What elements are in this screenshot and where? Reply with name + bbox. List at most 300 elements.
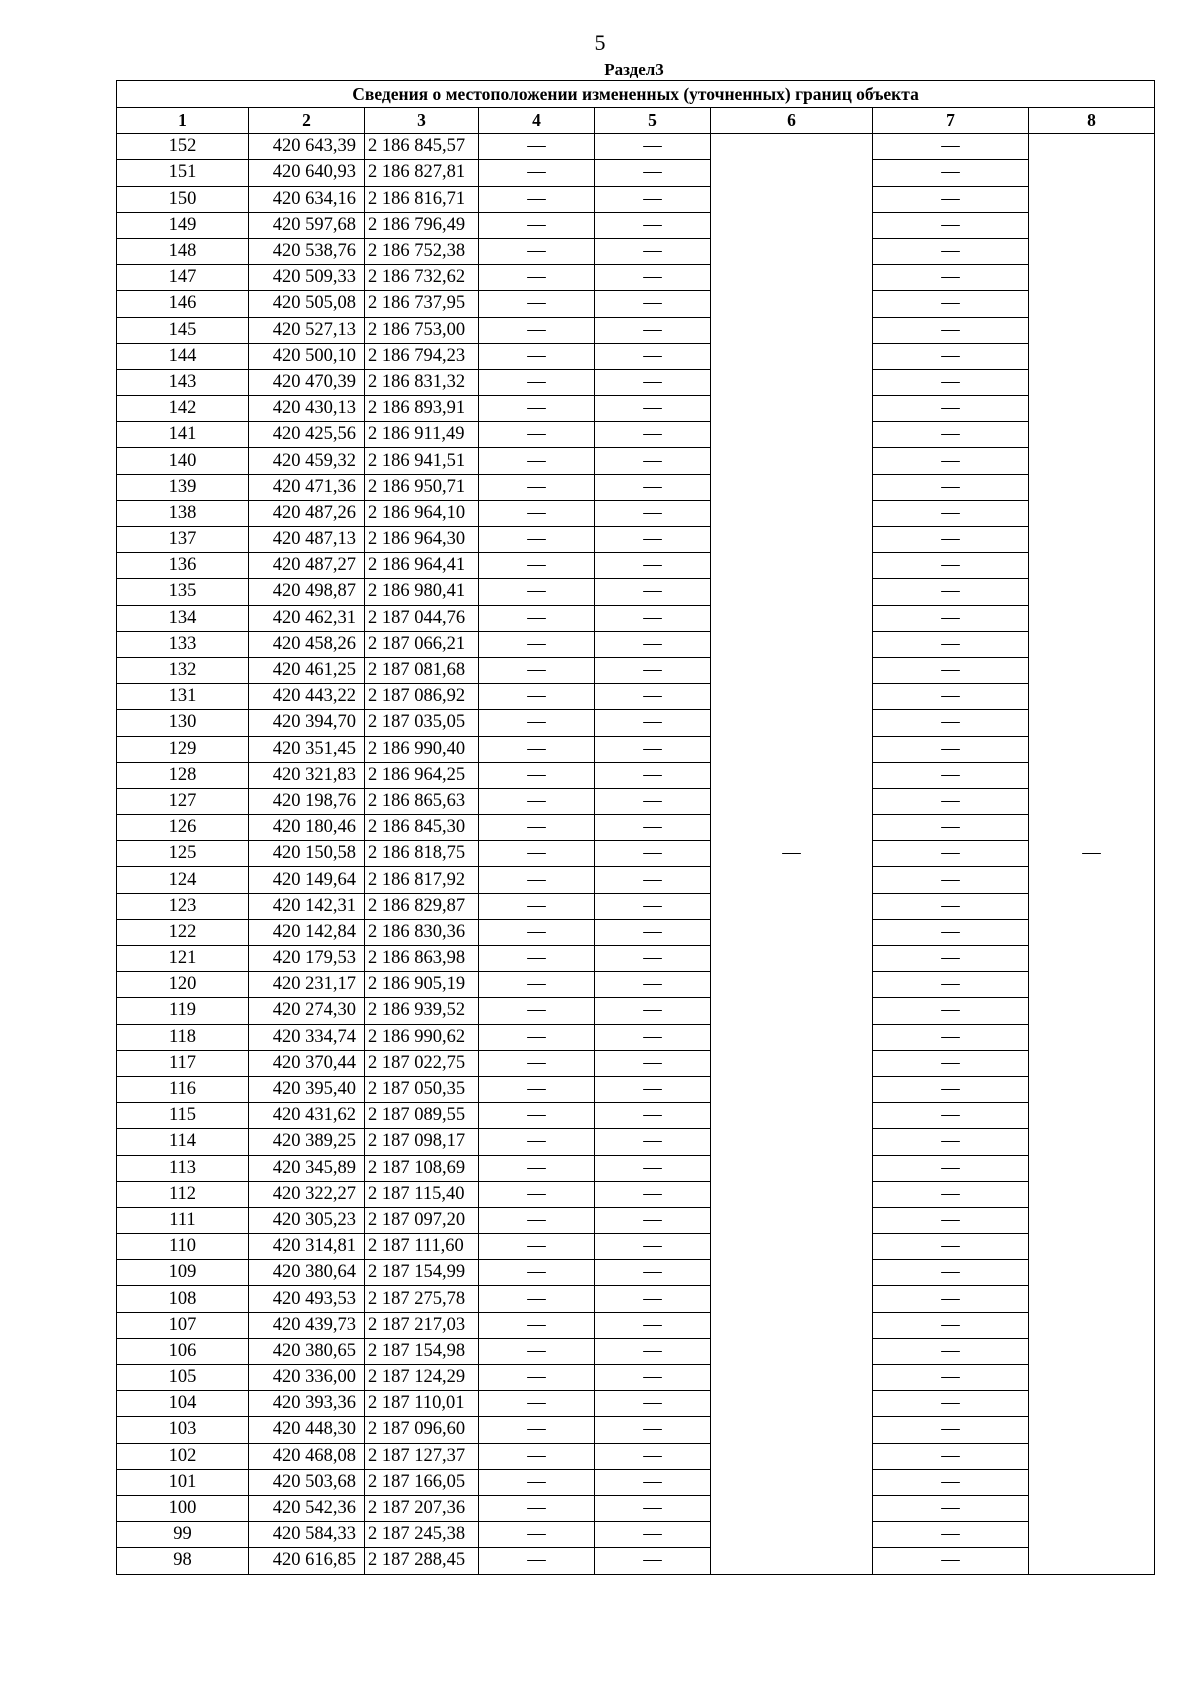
- dash-cell: —: [873, 815, 1029, 841]
- table-row: [117, 1522, 1155, 1548]
- dash-cell: —: [479, 1495, 595, 1521]
- dash-cell: —: [595, 1181, 711, 1207]
- coordinate-x: 420 180,46: [249, 815, 365, 841]
- dash-cell: —: [873, 1181, 1029, 1207]
- dash-cell: —: [479, 212, 595, 238]
- coordinate-y: 2 186 845,30: [365, 815, 479, 841]
- table-row: [117, 1129, 1155, 1155]
- coordinate-x: 420 351,45: [249, 736, 365, 762]
- dash-cell: —: [479, 1286, 595, 1312]
- coordinate-y: 2 186 990,62: [365, 1024, 479, 1050]
- dash-cell: —: [873, 1103, 1029, 1129]
- table-row: [117, 474, 1155, 500]
- coordinate-y: 2 186 980,41: [365, 579, 479, 605]
- point-number: 147: [117, 265, 249, 291]
- dash-cell: —: [873, 788, 1029, 814]
- coordinate-y: 2 187 044,76: [365, 605, 479, 631]
- dash-cell: —: [479, 160, 595, 186]
- coordinate-y: 2 187 110,01: [365, 1391, 479, 1417]
- coordinate-y: 2 186 941,51: [365, 448, 479, 474]
- dash-cell: —: [873, 867, 1029, 893]
- dash-cell: —: [873, 579, 1029, 605]
- dash-cell: —: [873, 1495, 1029, 1521]
- dash-cell: —: [479, 1522, 595, 1548]
- point-number: 99: [117, 1522, 249, 1548]
- dash-cell: —: [595, 422, 711, 448]
- dash-cell: —: [873, 998, 1029, 1024]
- dash-cell: —: [873, 369, 1029, 395]
- dash-cell: —: [595, 972, 711, 998]
- dash-cell: —: [873, 1234, 1029, 1260]
- point-number: 107: [117, 1312, 249, 1338]
- dash-cell: —: [1082, 843, 1101, 864]
- dash-cell: —: [873, 238, 1029, 264]
- table-row: [117, 369, 1155, 395]
- dash-cell: —: [873, 1207, 1029, 1233]
- dash-cell: —: [595, 160, 711, 186]
- coordinate-y: 2 187 081,68: [365, 657, 479, 683]
- coordinate-x: 420 459,32: [249, 448, 365, 474]
- coordinate-y: 2 186 845,57: [365, 134, 479, 160]
- coordinate-y: 2 186 865,63: [365, 788, 479, 814]
- dash-cell: —: [595, 1365, 711, 1391]
- point-number: 113: [117, 1155, 249, 1181]
- dash-cell: —: [873, 919, 1029, 945]
- point-number: 98: [117, 1548, 249, 1574]
- coordinate-y: 2 187 245,38: [365, 1522, 479, 1548]
- point-number: 114: [117, 1129, 249, 1155]
- dash-cell: —: [873, 1024, 1029, 1050]
- table-row: [117, 1024, 1155, 1050]
- point-number: 130: [117, 710, 249, 736]
- table-row: [117, 265, 1155, 291]
- coordinate-y: 2 186 794,23: [365, 343, 479, 369]
- coordinate-y: 2 186 816,71: [365, 186, 479, 212]
- dash-cell: —: [595, 1286, 711, 1312]
- coordinate-y: 2 186 831,32: [365, 369, 479, 395]
- dash-cell: —: [873, 160, 1029, 186]
- coordinate-x: 420 142,84: [249, 919, 365, 945]
- dash-cell: —: [595, 500, 711, 526]
- dash-cell: —: [479, 1103, 595, 1129]
- point-number: 129: [117, 736, 249, 762]
- dash-cell: —: [873, 527, 1029, 553]
- column-number: 4: [479, 108, 595, 134]
- dash-cell: —: [873, 631, 1029, 657]
- table-row: [117, 500, 1155, 526]
- dash-cell: —: [873, 134, 1029, 160]
- dash-cell: —: [595, 1391, 711, 1417]
- dash-cell: —: [873, 500, 1029, 526]
- coordinate-x: 420 458,26: [249, 631, 365, 657]
- column-number: 6: [711, 108, 873, 134]
- dash-cell: —: [595, 1234, 711, 1260]
- coordinate-x: 420 487,13: [249, 527, 365, 553]
- dash-cell: —: [595, 1024, 711, 1050]
- dash-cell: —: [595, 1103, 711, 1129]
- dash-cell: —: [873, 1417, 1029, 1443]
- coordinate-x: 420 498,87: [249, 579, 365, 605]
- coordinate-y: 2 186 830,36: [365, 919, 479, 945]
- boundary-coordinates-table: [116, 80, 1155, 1575]
- point-number: 132: [117, 657, 249, 683]
- coordinate-x: 420 370,44: [249, 1050, 365, 1076]
- point-number: 123: [117, 893, 249, 919]
- point-number: 116: [117, 1076, 249, 1102]
- dash-cell: —: [595, 1443, 711, 1469]
- dash-cell: —: [479, 1155, 595, 1181]
- dash-cell: —: [595, 343, 711, 369]
- dash-cell: —: [873, 1050, 1029, 1076]
- dash-cell: —: [595, 762, 711, 788]
- dash-cell: —: [479, 788, 595, 814]
- point-number: 140: [117, 448, 249, 474]
- coordinate-x: 420 394,70: [249, 710, 365, 736]
- coordinate-y: 2 187 098,17: [365, 1129, 479, 1155]
- coordinate-x: 420 500,10: [249, 343, 365, 369]
- dash-cell: —: [873, 1391, 1029, 1417]
- point-number: 135: [117, 579, 249, 605]
- dash-cell: —: [595, 369, 711, 395]
- table-row: [117, 736, 1155, 762]
- dash-cell: —: [479, 946, 595, 972]
- table-row: [117, 1391, 1155, 1417]
- dash-cell: —: [873, 212, 1029, 238]
- dash-cell: —: [595, 1050, 711, 1076]
- coordinate-y: 2 187 086,92: [365, 684, 479, 710]
- dash-cell: —: [595, 1417, 711, 1443]
- coordinate-y: 2 186 964,30: [365, 527, 479, 553]
- dash-cell: —: [479, 238, 595, 264]
- point-number: 102: [117, 1443, 249, 1469]
- point-number: 138: [117, 500, 249, 526]
- dash-cell: —: [479, 134, 595, 160]
- point-number: 106: [117, 1338, 249, 1364]
- coordinate-x: 420 503,68: [249, 1469, 365, 1495]
- dash-cell: —: [595, 1207, 711, 1233]
- dash-cell: —: [595, 238, 711, 264]
- coordinate-y: 2 187 022,75: [365, 1050, 479, 1076]
- coordinate-y: 2 186 752,38: [365, 238, 479, 264]
- coordinate-x: 420 305,23: [249, 1207, 365, 1233]
- dash-cell: —: [595, 815, 711, 841]
- dash-cell: —: [873, 1443, 1029, 1469]
- dash-cell: —: [479, 841, 595, 867]
- column-number: 2: [249, 108, 365, 134]
- table-title: Сведения о местоположении измененных (уточненных) границ объекта: [117, 81, 1155, 108]
- dash-cell: —: [595, 1522, 711, 1548]
- coordinate-y: 2 187 154,99: [365, 1260, 479, 1286]
- coordinate-x: 420 470,39: [249, 369, 365, 395]
- table-row: [117, 1050, 1155, 1076]
- point-number: 121: [117, 946, 249, 972]
- table-row: [117, 1365, 1155, 1391]
- dash-cell: —: [479, 1548, 595, 1574]
- column-number: 7: [873, 108, 1029, 134]
- point-number: 126: [117, 815, 249, 841]
- dash-cell: —: [873, 1286, 1029, 1312]
- column-6-merged-cell: [711, 134, 873, 1574]
- dash-cell: —: [479, 684, 595, 710]
- coordinate-y: 2 186 964,10: [365, 500, 479, 526]
- dash-cell: —: [479, 1417, 595, 1443]
- dash-cell: —: [479, 396, 595, 422]
- point-number: 137: [117, 527, 249, 553]
- coordinate-x: 420 468,08: [249, 1443, 365, 1469]
- dash-cell: —: [479, 1024, 595, 1050]
- coordinate-y: 2 187 154,98: [365, 1338, 479, 1364]
- point-number: 152: [117, 134, 249, 160]
- dash-cell: —: [479, 815, 595, 841]
- dash-cell: —: [479, 1469, 595, 1495]
- point-number: 134: [117, 605, 249, 631]
- table-row: [117, 1312, 1155, 1338]
- dash-cell: —: [479, 527, 595, 553]
- dash-cell: —: [595, 291, 711, 317]
- dash-cell: —: [479, 448, 595, 474]
- page-number: 5: [594, 30, 606, 55]
- coordinate-x: 420 439,73: [249, 1312, 365, 1338]
- point-number: 119: [117, 998, 249, 1024]
- dash-cell: —: [479, 867, 595, 893]
- dash-cell: —: [479, 1207, 595, 1233]
- dash-cell: —: [873, 710, 1029, 736]
- coordinate-x: 420 425,56: [249, 422, 365, 448]
- coordinate-x: 420 345,89: [249, 1155, 365, 1181]
- coordinate-y: 2 186 964,25: [365, 762, 479, 788]
- coordinate-y: 2 187 217,03: [365, 1312, 479, 1338]
- dash-cell: —: [595, 998, 711, 1024]
- dash-cell: —: [782, 843, 801, 864]
- point-number: 112: [117, 1181, 249, 1207]
- dash-cell: —: [595, 265, 711, 291]
- coordinate-y: 2 187 089,55: [365, 1103, 479, 1129]
- dash-cell: —: [479, 1076, 595, 1102]
- dash-cell: —: [479, 291, 595, 317]
- coordinate-x: 420 542,36: [249, 1495, 365, 1521]
- point-number: 104: [117, 1391, 249, 1417]
- coordinate-x: 420 509,33: [249, 265, 365, 291]
- coordinate-x: 420 448,30: [249, 1417, 365, 1443]
- column-8-merged-cell: [1029, 134, 1155, 1574]
- coordinate-x: 420 443,22: [249, 684, 365, 710]
- coordinate-x: 420 487,27: [249, 553, 365, 579]
- point-number: 144: [117, 343, 249, 369]
- coordinate-x: 420 462,31: [249, 605, 365, 631]
- coordinate-x: 420 431,62: [249, 1103, 365, 1129]
- point-number: 100: [117, 1495, 249, 1521]
- dash-cell: —: [873, 448, 1029, 474]
- point-number: 136: [117, 553, 249, 579]
- coordinate-x: 420 321,83: [249, 762, 365, 788]
- dash-cell: —: [479, 972, 595, 998]
- table-row: [117, 1495, 1155, 1521]
- table-row: [117, 605, 1155, 631]
- table-row: [117, 841, 1155, 867]
- dash-cell: —: [479, 579, 595, 605]
- dash-cell: —: [873, 893, 1029, 919]
- coordinate-y: 2 186 990,40: [365, 736, 479, 762]
- dash-cell: —: [479, 343, 595, 369]
- table-row: [117, 1417, 1155, 1443]
- point-number: 150: [117, 186, 249, 212]
- dash-cell: —: [595, 186, 711, 212]
- dash-cell: —: [873, 1469, 1029, 1495]
- coordinate-x: 420 430,13: [249, 396, 365, 422]
- table-row: [117, 1103, 1155, 1129]
- point-number: 143: [117, 369, 249, 395]
- point-number: 139: [117, 474, 249, 500]
- dash-cell: —: [595, 1155, 711, 1181]
- dash-cell: —: [479, 998, 595, 1024]
- dash-cell: —: [873, 396, 1029, 422]
- table-row: [117, 631, 1155, 657]
- table-row: [117, 1338, 1155, 1364]
- column-number: 5: [595, 108, 711, 134]
- dash-cell: —: [873, 657, 1029, 683]
- dash-cell: —: [873, 291, 1029, 317]
- coordinate-x: 420 493,53: [249, 1286, 365, 1312]
- table-row: [117, 1260, 1155, 1286]
- dash-cell: —: [873, 1522, 1029, 1548]
- coordinate-x: 420 643,39: [249, 134, 365, 160]
- dash-cell: —: [479, 553, 595, 579]
- coordinate-y: 2 187 288,45: [365, 1548, 479, 1574]
- dash-cell: —: [479, 657, 595, 683]
- coordinate-y: 2 187 115,40: [365, 1181, 479, 1207]
- coordinate-x: 420 274,30: [249, 998, 365, 1024]
- point-number: 127: [117, 788, 249, 814]
- dash-cell: —: [479, 736, 595, 762]
- table-row: [117, 553, 1155, 579]
- dash-cell: —: [595, 212, 711, 238]
- point-number: 115: [117, 1103, 249, 1129]
- dash-cell: —: [479, 893, 595, 919]
- dash-cell: —: [479, 762, 595, 788]
- table-row: [117, 1234, 1155, 1260]
- dash-cell: —: [479, 1338, 595, 1364]
- dash-cell: —: [595, 736, 711, 762]
- coordinate-x: 420 461,25: [249, 657, 365, 683]
- point-number: 131: [117, 684, 249, 710]
- table-row: [117, 527, 1155, 553]
- dash-cell: —: [479, 1365, 595, 1391]
- dash-cell: —: [479, 1050, 595, 1076]
- coordinate-x: 420 380,65: [249, 1338, 365, 1364]
- dash-cell: —: [479, 422, 595, 448]
- coordinate-y: 2 187 111,60: [365, 1234, 479, 1260]
- table-row: [117, 893, 1155, 919]
- point-number: 109: [117, 1260, 249, 1286]
- coordinate-y: 2 187 124,29: [365, 1365, 479, 1391]
- dash-cell: —: [873, 684, 1029, 710]
- dash-cell: —: [595, 788, 711, 814]
- dash-cell: —: [873, 946, 1029, 972]
- point-number: 149: [117, 212, 249, 238]
- dash-cell: —: [873, 422, 1029, 448]
- coordinate-y: 2 187 050,35: [365, 1076, 479, 1102]
- point-number: 111: [117, 1207, 249, 1233]
- point-number: 103: [117, 1417, 249, 1443]
- table-row: [117, 1181, 1155, 1207]
- table-row: [117, 815, 1155, 841]
- dash-cell: —: [873, 343, 1029, 369]
- dash-cell: —: [479, 919, 595, 945]
- point-number: 122: [117, 919, 249, 945]
- coordinate-x: 420 336,00: [249, 1365, 365, 1391]
- coordinate-x: 420 149,64: [249, 867, 365, 893]
- table-row: [117, 972, 1155, 998]
- dash-cell: —: [595, 1338, 711, 1364]
- dash-cell: —: [479, 1391, 595, 1417]
- table-row: [117, 657, 1155, 683]
- dash-cell: —: [873, 1129, 1029, 1155]
- coordinate-x: 420 597,68: [249, 212, 365, 238]
- coordinate-y: 2 187 166,05: [365, 1469, 479, 1495]
- dash-cell: —: [595, 1548, 711, 1574]
- dash-cell: —: [873, 736, 1029, 762]
- dash-cell: —: [873, 317, 1029, 343]
- table-row: [117, 212, 1155, 238]
- column-number: 1: [117, 108, 249, 134]
- dash-cell: —: [595, 946, 711, 972]
- table-body: [117, 134, 1155, 1574]
- coordinate-x: 420 527,13: [249, 317, 365, 343]
- dash-cell: —: [479, 369, 595, 395]
- coordinate-y: 2 187 097,20: [365, 1207, 479, 1233]
- dash-cell: —: [595, 134, 711, 160]
- table-row: [117, 343, 1155, 369]
- dash-cell: —: [595, 474, 711, 500]
- point-number: 133: [117, 631, 249, 657]
- coordinate-y: 2 187 275,78: [365, 1286, 479, 1312]
- dash-cell: —: [479, 1181, 595, 1207]
- table-row: [117, 1286, 1155, 1312]
- dash-cell: —: [595, 867, 711, 893]
- coordinate-y: 2 186 818,75: [365, 841, 479, 867]
- coordinate-x: 420 322,27: [249, 1181, 365, 1207]
- coordinate-x: 420 471,36: [249, 474, 365, 500]
- dash-cell: —: [595, 657, 711, 683]
- coordinate-y: 2 186 732,62: [365, 265, 479, 291]
- coordinate-y: 2 186 911,49: [365, 422, 479, 448]
- dash-cell: —: [479, 186, 595, 212]
- dash-cell: —: [595, 710, 711, 736]
- coordinate-y: 2 186 737,95: [365, 291, 479, 317]
- coordinate-x: 420 231,17: [249, 972, 365, 998]
- coordinate-y: 2 186 817,92: [365, 867, 479, 893]
- coordinate-x: 420 393,36: [249, 1391, 365, 1417]
- table-row: [117, 710, 1155, 736]
- point-number: 110: [117, 1234, 249, 1260]
- table-row: [117, 919, 1155, 945]
- dash-cell: —: [873, 1338, 1029, 1364]
- table-row: [117, 396, 1155, 422]
- coordinate-y: 2 186 964,41: [365, 553, 479, 579]
- dash-cell: —: [479, 631, 595, 657]
- coordinate-x: 420 395,40: [249, 1076, 365, 1102]
- dash-cell: —: [479, 605, 595, 631]
- dash-cell: —: [479, 500, 595, 526]
- table-row: [117, 134, 1155, 160]
- point-number: 148: [117, 238, 249, 264]
- dash-cell: —: [595, 1129, 711, 1155]
- dash-cell: —: [595, 1469, 711, 1495]
- coordinate-x: 420 150,58: [249, 841, 365, 867]
- coordinate-x: 420 505,08: [249, 291, 365, 317]
- dash-cell: —: [873, 1155, 1029, 1181]
- dash-cell: —: [595, 605, 711, 631]
